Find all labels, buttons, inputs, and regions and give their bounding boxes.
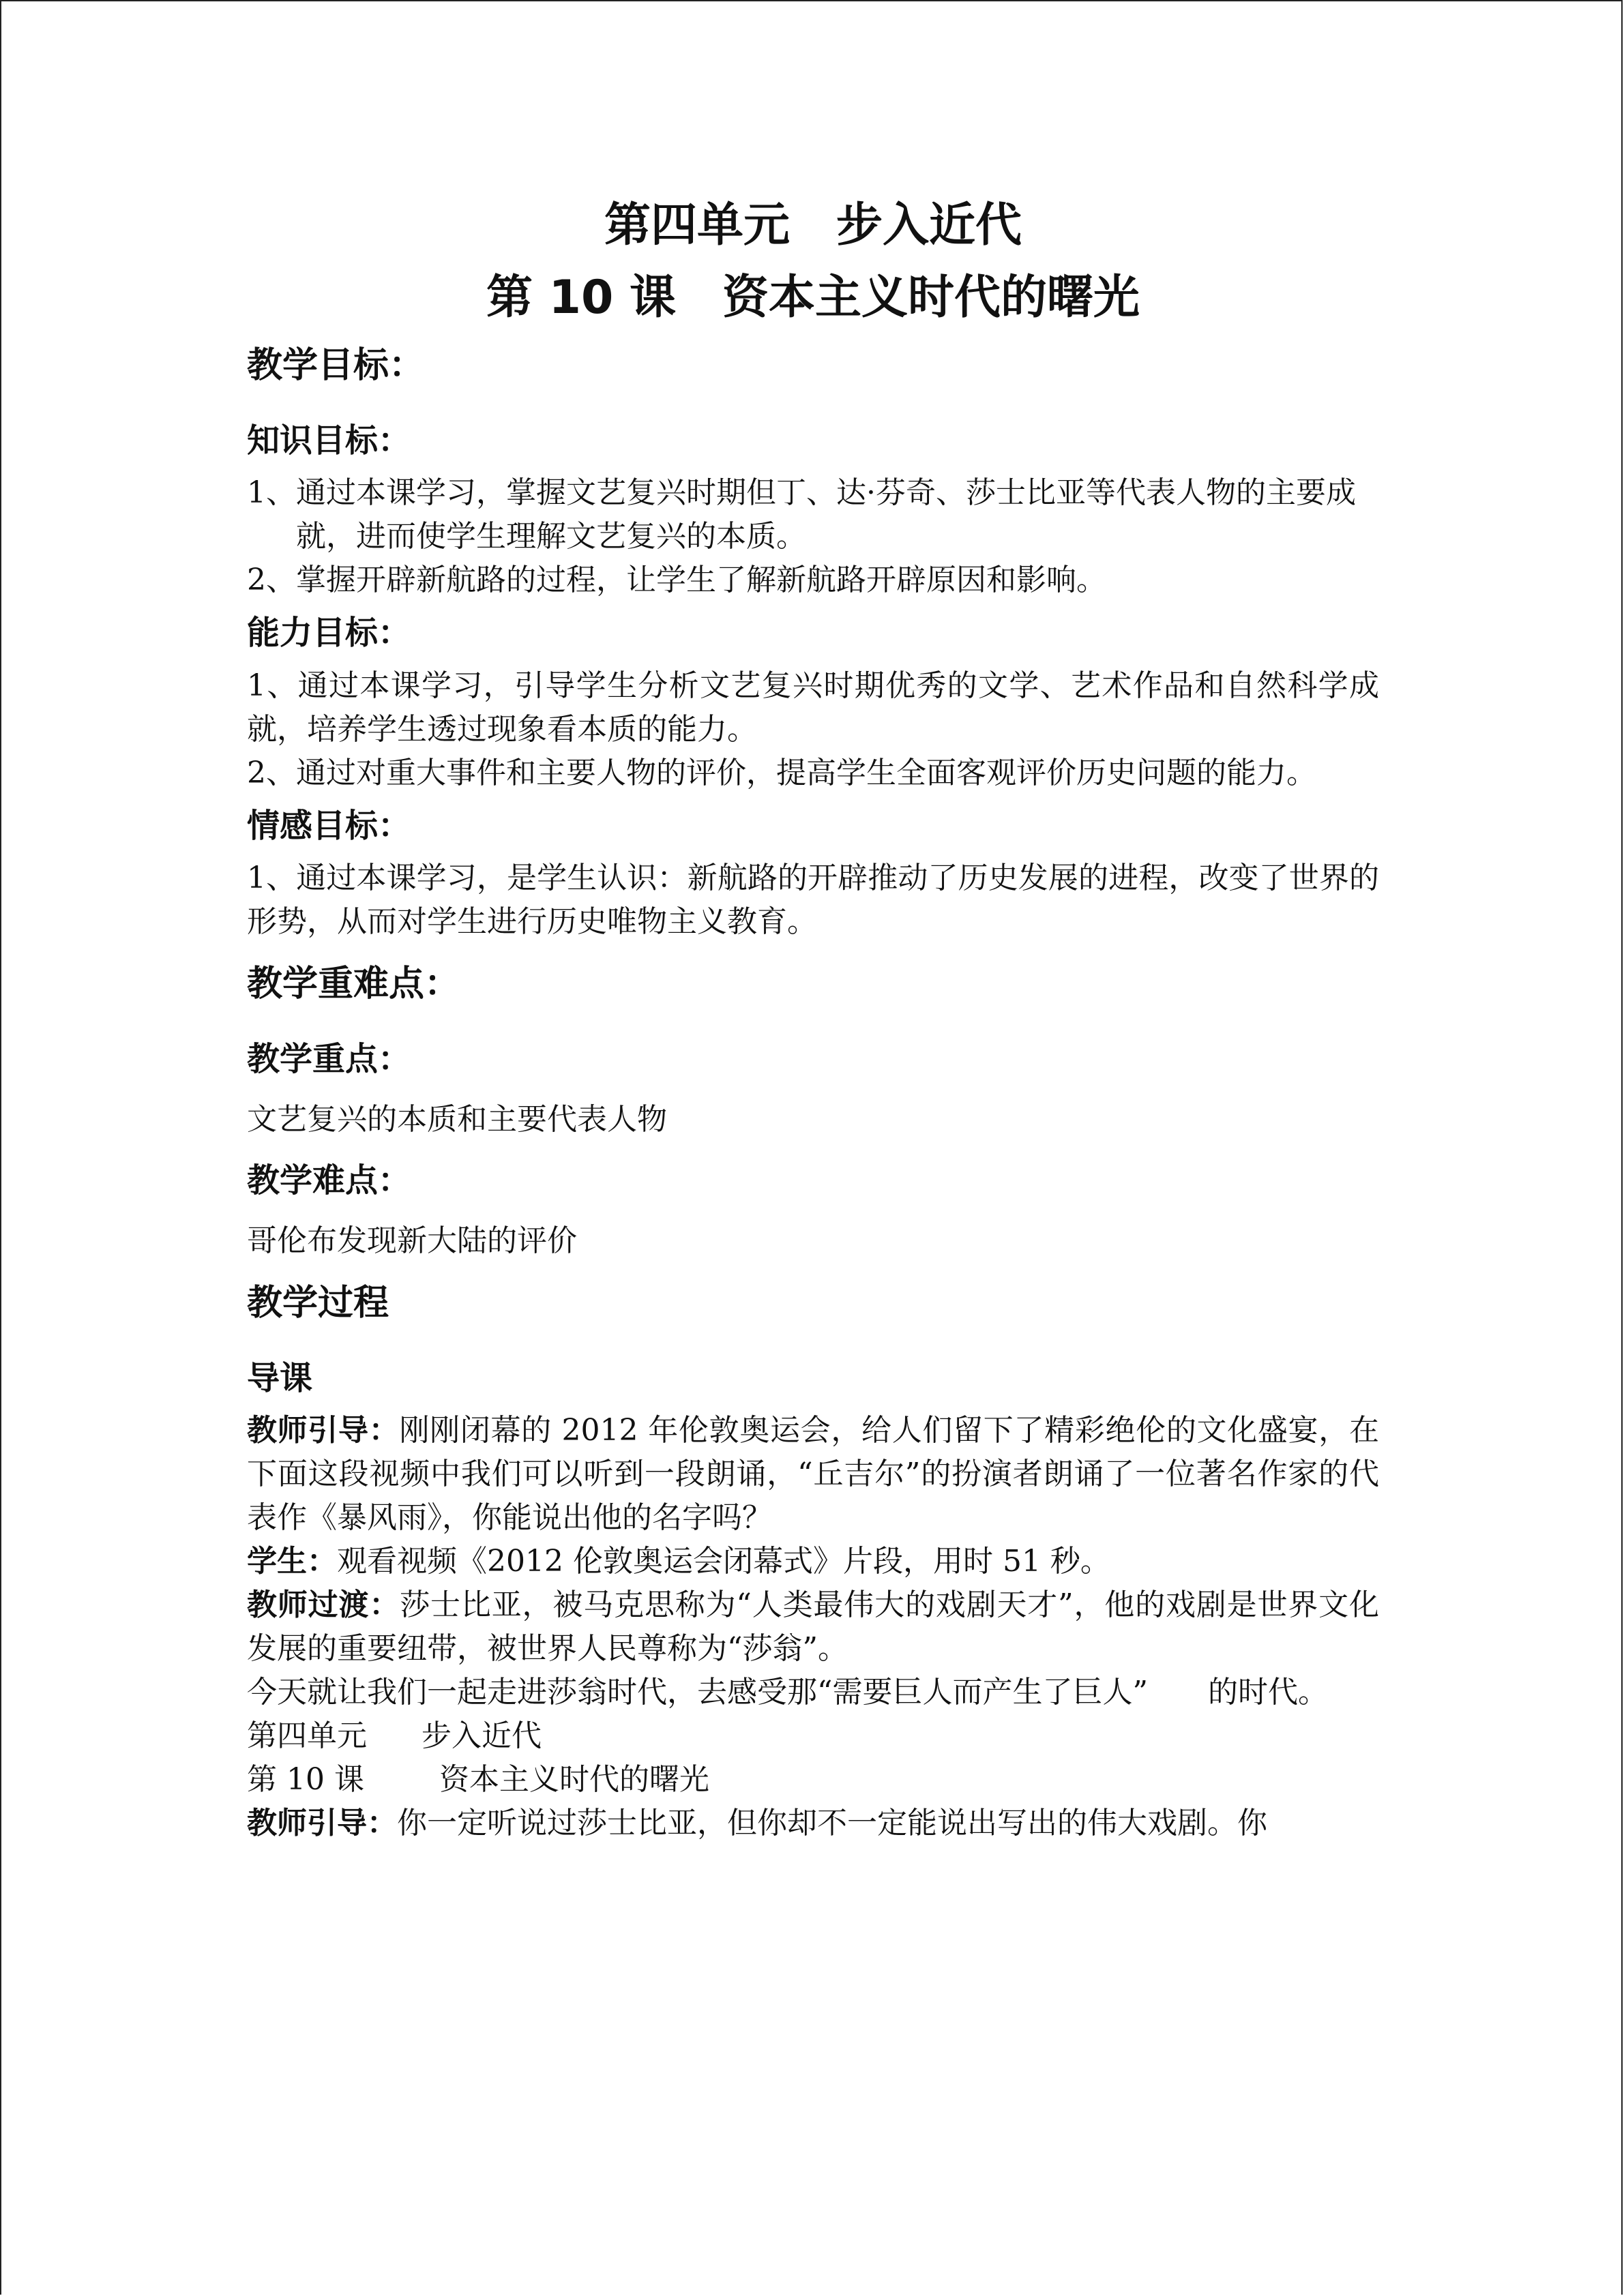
ability-objectives-heading: 能力目标： [247, 614, 411, 653]
focus-text: 文艺复兴的本质和主要代表人物 [247, 1101, 667, 1137]
unit-line-number: 第四单元 [247, 1718, 367, 1754]
teacher-transition-text: 莎士比亚，被马克思称为“人类最伟大的戏剧天才”，他的戏剧是世界文化发展的重要纽带，被世界人民尊称为“莎翁”。 [247, 1587, 1379, 1667]
knowledge-objectives-heading: 知识目标： [247, 421, 411, 460]
intro-heading: 导课 [247, 1358, 313, 1397]
unit-line [247, 1714, 1379, 1758]
teacher-guide-text: 刚刚闭幕的 2012 年伦敦奥运会，给人们留下了精彩绝伦的文化盛宴，在下面这段视频中我们可以听到一段朗诵，“丘吉尔”的扮演者朗诵了一位著名作家的代表作《暴风雨》，你能说出他的名字吗？ [247, 1413, 1379, 1536]
teacher-guide-label: 教师引导： [247, 1413, 400, 1448]
student-paragraph [247, 1540, 1379, 1583]
lesson-line-title: 资本主义时代的曙光 [439, 1762, 709, 1798]
emotion-item-1: 1、通过本课学习，是学生认识：新航路的开辟推动了历史发展的进程，改变了世界的形势，从而对学生进行历史唯物主义教育。 [247, 860, 1379, 939]
difficulty-text: 哥伦布发现新大陆的评价 [247, 1223, 577, 1259]
teacher-guide-paragraph-2 [247, 1802, 1379, 1845]
student-label: 学生： [247, 1544, 337, 1579]
student-text: 观看视频《2012 伦敦奥运会闭幕式》片段，用时 51 秒。 [337, 1544, 1110, 1579]
objectives-heading: 教学目标： [247, 345, 425, 387]
knowledge-item-2: 2、掌握开辟新航路的过程，让学生了解新航路开辟原因和影响。 [247, 563, 1106, 598]
process-heading: 教学过程 [247, 1283, 389, 1324]
knowledge-item-1: 1、通过本课学习，掌握文艺复兴时期但丁、达·芬奇、莎士比亚等代表人物的主要成就，进而使学生理解文艺复兴的本质。 [247, 475, 1356, 554]
ability-item-1: 1、通过本课学习，引导学生分析文艺复兴时期优秀的文学、艺术作品和自然科学成就，培养学生透过现象看本质的能力。 [247, 668, 1379, 747]
document-body [247, 198, 1379, 1845]
lesson-line-number: 第 10 课 [247, 1762, 364, 1798]
unit-line-title: 步入近代 [422, 1718, 542, 1754]
ability-item-2: 2、通过对重大事件和主要人物的评价，提高学生全面客观评价历史问题的能力。 [247, 755, 1316, 790]
emotion-objectives-heading: 情感目标： [247, 806, 411, 845]
lesson-title: 第 10 课 资本主义时代的曙光 [486, 270, 1140, 325]
teacher-guide-paragraph-1 [247, 1409, 1379, 1540]
focus-heading: 教学重点： [247, 1039, 411, 1078]
difficulty-heading: 教学难点： [247, 1161, 411, 1199]
unit-title: 第四单元 步入近代 [604, 198, 1022, 252]
keypoints-heading: 教学重难点： [247, 963, 460, 1004]
teacher-guide-text-2: 你一定听说过莎士比亚，但你却不一定能说出写出的伟大戏剧。你 [397, 1806, 1267, 1841]
teacher-guide-label-2: 教师引导： [247, 1806, 397, 1841]
teacher-transition-paragraph [247, 1583, 1379, 1671]
today-paragraph: 今天就让我们一起走进莎翁时代，去感受那“需要巨人而产生了巨人” 的时代。 [247, 1675, 1328, 1710]
lesson-line [247, 1758, 1379, 1802]
teacher-transition-label: 教师过渡： [247, 1587, 400, 1623]
